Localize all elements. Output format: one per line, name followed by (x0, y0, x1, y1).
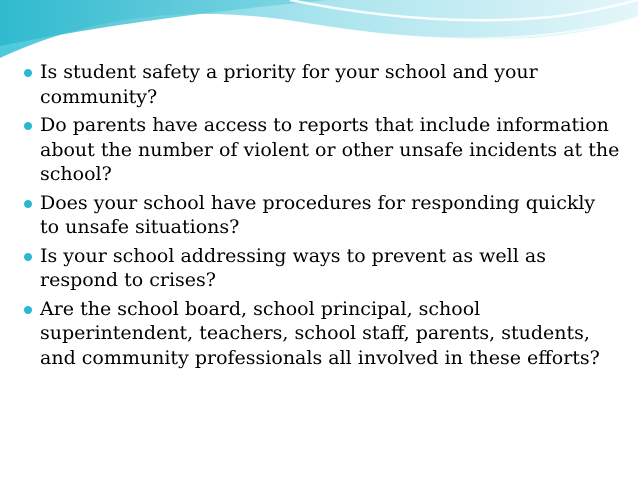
bullet-text: Do parents have access to reports that include information about the number of violent or other unsafe incidents at the school? (40, 114, 620, 185)
bullet-text: Are the school board, school principal, school superintendent, teachers, school staff, parents, students, and community professionals all involved in these efforts? (40, 297, 600, 369)
bullet-dot-icon (24, 200, 32, 208)
bullet-item (20, 60, 620, 109)
bullet-item (20, 191, 620, 240)
bullet-text: Does your school have procedures for responding quickly to unsafe situations? (40, 191, 596, 238)
bullet-dot-icon (24, 253, 32, 261)
bullet-dot-icon (24, 69, 32, 77)
bullet-item (20, 113, 620, 187)
bullet-text: Is student safety a priority for your school and your community? (40, 61, 538, 108)
bullet-text: Is your school addressing ways to prevent as well as respond to crises? (40, 244, 546, 291)
bullet-list (20, 60, 620, 374)
bullet-dot-icon (24, 122, 32, 130)
bullet-item (20, 297, 620, 371)
bullet-item (20, 244, 620, 293)
bullet-dot-icon (24, 306, 32, 314)
